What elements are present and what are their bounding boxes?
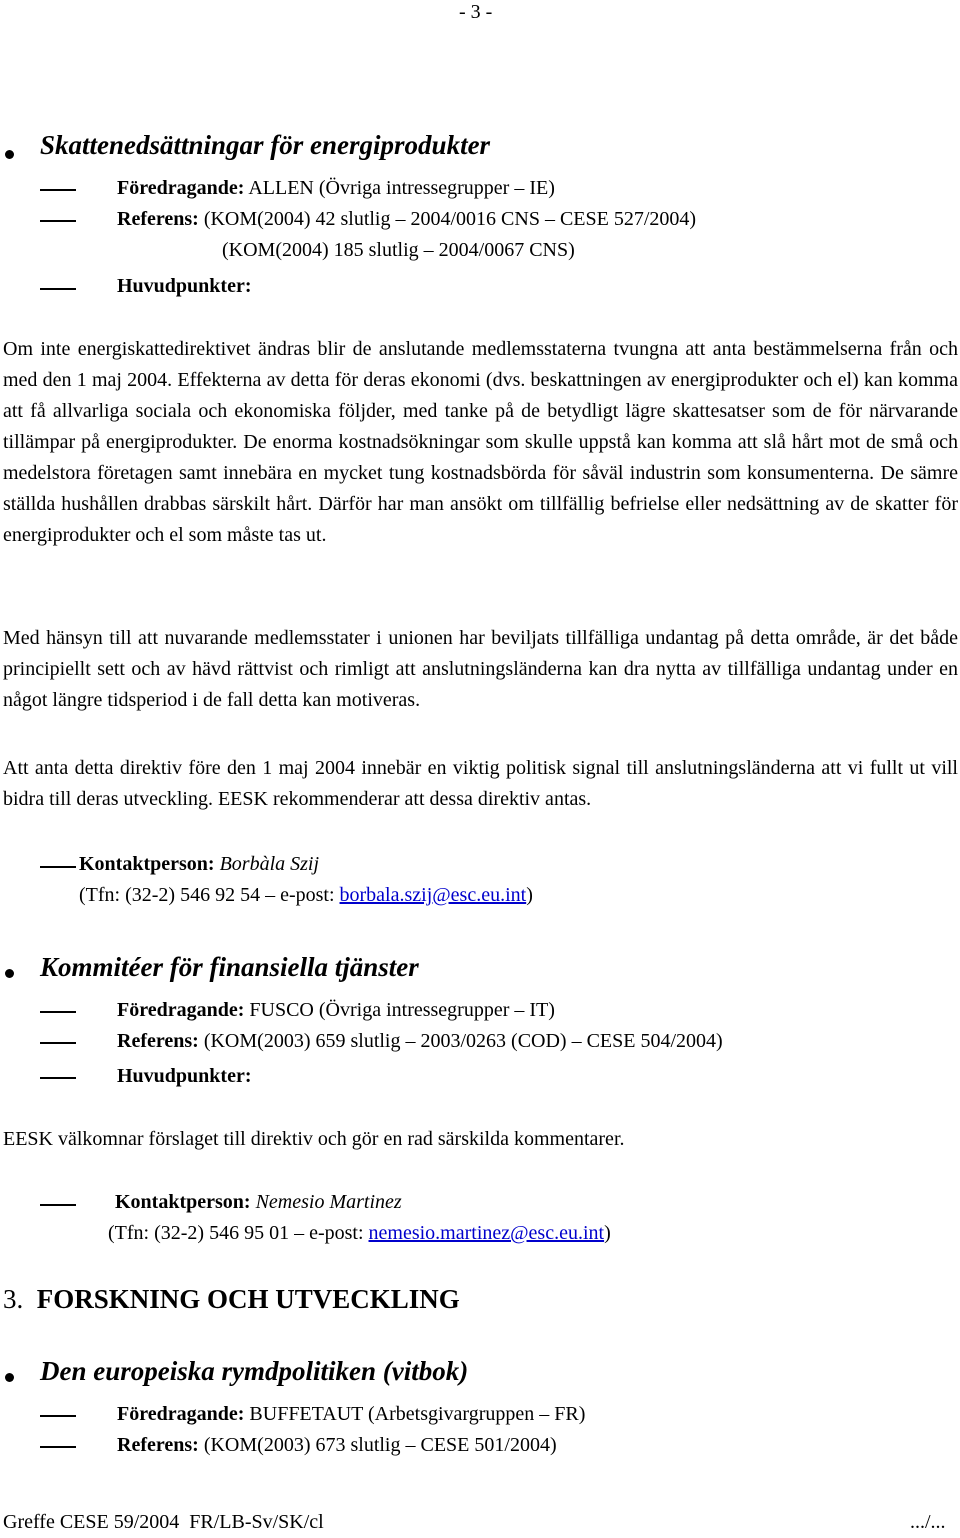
reference-label: Referens: (117, 1030, 199, 1052)
rapporteur-value: FUSCO (Övriga intressegrupper – IT) (249, 999, 555, 1021)
dash-icon (40, 220, 76, 222)
paragraph: EESK välkomnar förslaget till direktiv och gör en rad särskilda kommentarer. (3, 1128, 625, 1150)
rapporteur-label: Föredragande: (117, 999, 245, 1021)
reference-value: (KOM(2004) 42 slutlig – 2004/0016 CNS – CESE 527/2004) (203, 208, 697, 230)
rapporteur-value: ALLEN (Övriga intressegrupper – IE) (248, 177, 555, 199)
dash-icon (40, 1077, 76, 1079)
email-link[interactable]: nemesio.martinez@esc.eu.int (368, 1222, 605, 1244)
section-title: Kommitéer för finansiella tjänster (40, 952, 419, 982)
rapporteur-line (117, 995, 555, 1026)
bullet-icon (5, 150, 14, 159)
reference-label: Referens: (117, 208, 199, 230)
dash-icon (40, 1204, 76, 1206)
chapter-number: 3. (3, 1284, 24, 1314)
reference-value: (KOM(2003) 659 slutlig – 2003/0263 (COD) – CESE 504/2004) (203, 1030, 723, 1052)
rapporteur-line (117, 173, 555, 204)
key-points-line (117, 1061, 252, 1092)
footer-continuation: .../... (910, 1511, 946, 1533)
dash-icon (40, 866, 76, 868)
paragraph: Om inte energiskattedirektivet ändras blir de anslutande medlemsstaterna tvungna att anta bestämmelserna från och med den 1 maj 2004. Effekterna av detta för deras ekonomi (dvs. beskattningen av energiprodukter och el) kan komma att få allvarliga sociala och ekonomiska följder, med tanke på de betydligt lägre skattesatser som de för närvarande tillämpar på energiprodukter. De enorma kostnadsökningar som skulle uppstå kan komma att slå hårt mot de små och medelstora företagen samt innebära en mycket tung kostnadsbörda för såväl industrin som konsumenterna. De sämre ställda hushållen drabbas särskilt hårt. Därför har man ansökt om tillfällig befrielse eller nedsättning av de skatter för energiprodukter och el som måste tas ut. (3, 338, 958, 546)
bullet-icon (5, 1373, 14, 1382)
rapporteur-label: Föredragande: (117, 1403, 245, 1425)
contact-phone: (Tfn: (32-2) 546 95 01 – e-post: (108, 1222, 369, 1244)
reference-line (117, 1430, 557, 1461)
dash-icon (40, 1415, 76, 1417)
dash-icon (40, 1446, 76, 1448)
reference-value-2: (KOM(2004) 185 slutlig – 2004/0067 CNS) (222, 239, 575, 261)
reference-value: (KOM(2003) 673 slutlig – CESE 501/2004) (203, 1434, 557, 1456)
contact-name: Borbàla Szij (219, 853, 320, 875)
key-points-label: Huvudpunkter: (117, 275, 252, 297)
key-points-label: Huvudpunkter: (117, 1065, 252, 1087)
dash-icon (40, 189, 76, 191)
contact-line (79, 849, 319, 880)
email-link[interactable]: borbala.szij@esc.eu.int (339, 884, 527, 906)
contact-label: Kontaktperson: (115, 1191, 251, 1213)
reference-label: Referens: (117, 1434, 199, 1456)
section-title: Den europeiska rymdpolitiken (vitbok) (40, 1356, 469, 1386)
contact-close: ) (604, 1222, 611, 1244)
contact-label: Kontaktperson: (79, 853, 215, 875)
bullet-icon (5, 969, 14, 978)
footer-reference: Greffe CESE 59/2004 FR/LB-Sv/SK/cl (3, 1511, 324, 1533)
rapporteur-label: Föredragande: (117, 177, 245, 199)
contact-details (108, 1218, 611, 1249)
contact-line (115, 1187, 402, 1218)
page-number: - 3 - (459, 1, 493, 23)
dash-icon (40, 1011, 76, 1013)
dash-icon (40, 1042, 76, 1044)
reference-line (117, 204, 696, 235)
chapter-title: FORSKNING OCH UTVECKLING (36, 1284, 460, 1314)
contact-phone: (Tfn: (32-2) 546 92 54 – e-post: (79, 884, 340, 906)
section-title: Skattenedsättningar för energiprodukter (40, 130, 491, 160)
paragraph: Med hänsyn till att nuvarande medlemsstater i unionen har beviljats tillfälliga undantag på detta område, är det både principiellt sett och av hävd rättvist och rimligt att anslutningsländerna kan dra nytta av tillfälliga undantag under en något längre tidsperiod i de fall detta kan motiveras. (3, 627, 958, 711)
rapporteur-value: BUFFETAUT (Arbetsgivargruppen – FR) (249, 1403, 586, 1425)
contact-details (79, 880, 533, 911)
dash-icon (40, 288, 76, 290)
key-points-line (117, 271, 252, 302)
chapter-heading (3, 1284, 460, 1315)
paragraph: Att anta detta direktiv före den 1 maj 2004 innebär en viktig politisk signal till anslutningsländerna att vi fullt ut vill bidra till deras utveckling. EESK rekommenderar att dessa direktiv antas. (3, 757, 958, 810)
reference-line (117, 1026, 723, 1057)
contact-name: Nemesio Martinez (255, 1191, 402, 1213)
rapporteur-line (117, 1399, 585, 1430)
contact-close: ) (526, 884, 533, 906)
